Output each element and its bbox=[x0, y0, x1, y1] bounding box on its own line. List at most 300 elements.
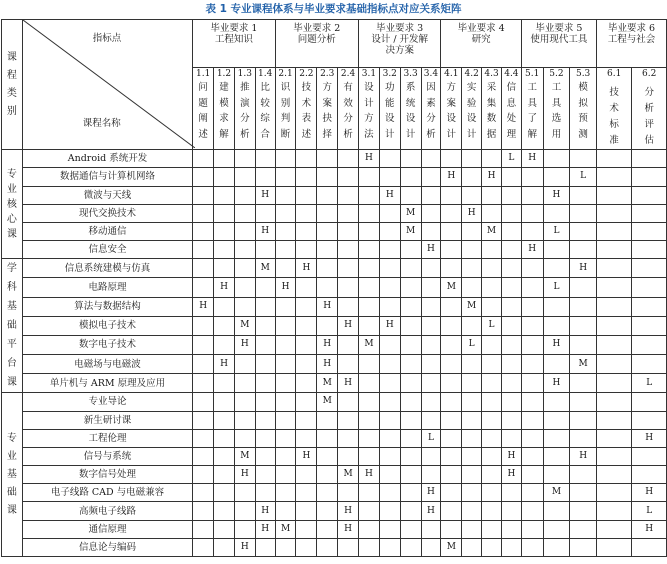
sub-indicator bbox=[193, 68, 214, 150]
mark-cell: H bbox=[632, 429, 667, 447]
mark-cell: H bbox=[570, 447, 597, 465]
mark-cell bbox=[632, 411, 667, 429]
mark-cell bbox=[570, 502, 597, 520]
mark-cell bbox=[317, 520, 338, 538]
sub-indicator-num: 4.4 bbox=[504, 69, 519, 79]
mark-cell bbox=[596, 447, 631, 465]
mark-cell bbox=[234, 502, 255, 520]
mark-cell bbox=[543, 150, 570, 168]
mark-cell bbox=[275, 150, 296, 168]
mark-cell bbox=[421, 520, 441, 538]
sub-indicator-num: 3.2 bbox=[382, 69, 397, 79]
sub-indicator-text: 工具了解 bbox=[527, 82, 537, 140]
mark-cell bbox=[482, 484, 502, 502]
mark-cell bbox=[421, 222, 441, 240]
mark-cell: H bbox=[275, 278, 296, 297]
mark-cell bbox=[596, 204, 631, 222]
mark-cell bbox=[400, 150, 421, 168]
mark-cell bbox=[359, 222, 380, 240]
course-name: 算法与数据结构 bbox=[22, 297, 192, 316]
mark-cell bbox=[521, 355, 543, 374]
mark-cell: M bbox=[543, 484, 570, 502]
mark-cell bbox=[421, 278, 441, 297]
mark-cell bbox=[543, 393, 570, 411]
mark-cell bbox=[214, 297, 235, 316]
mark-cell bbox=[359, 520, 380, 538]
mark-cell bbox=[379, 204, 400, 222]
mark-cell bbox=[193, 168, 214, 186]
mark-cell: H bbox=[234, 538, 255, 556]
mark-cell bbox=[441, 411, 462, 429]
mark-cell bbox=[234, 520, 255, 538]
mark-cell bbox=[421, 168, 441, 186]
table-row bbox=[2, 150, 667, 168]
mark-cell: H bbox=[462, 204, 482, 222]
mark-cell bbox=[543, 538, 570, 556]
mark-cell bbox=[234, 355, 255, 374]
mark-cell bbox=[482, 355, 502, 374]
table-row bbox=[2, 168, 667, 186]
mark-cell bbox=[214, 150, 235, 168]
mark-cell bbox=[441, 447, 462, 465]
requirement-name: 毕业要求 4 bbox=[457, 23, 505, 34]
table-title: 表 1 专业课程体系与毕业要求基础指标点对应关系矩阵 bbox=[205, 3, 462, 15]
mark-cell bbox=[441, 259, 462, 278]
sub-indicator-num: 6.2 bbox=[642, 69, 657, 79]
mark-cell bbox=[193, 150, 214, 168]
mark-cell bbox=[462, 168, 482, 186]
mark-cell bbox=[275, 502, 296, 520]
table-row bbox=[2, 502, 667, 520]
mark-cell: H bbox=[296, 259, 317, 278]
mark-cell bbox=[379, 259, 400, 278]
sub-indicator-num: 1.1 bbox=[195, 69, 211, 79]
mark-cell bbox=[421, 447, 441, 465]
mark-cell bbox=[441, 297, 462, 316]
mark-cell: H bbox=[570, 259, 597, 278]
mark-cell bbox=[482, 186, 502, 204]
sub-indicator bbox=[234, 68, 255, 150]
mark-cell bbox=[275, 447, 296, 465]
mark-cell bbox=[379, 502, 400, 520]
mark-cell bbox=[275, 466, 296, 484]
mark-cell: H bbox=[193, 297, 214, 316]
mark-cell: H bbox=[338, 520, 359, 538]
requirement-header bbox=[193, 20, 275, 68]
mark-cell bbox=[359, 204, 380, 222]
mark-cell bbox=[338, 150, 359, 168]
sub-indicator bbox=[421, 68, 441, 150]
mark-cell bbox=[379, 393, 400, 411]
mark-cell bbox=[255, 316, 275, 335]
mark-cell bbox=[570, 186, 597, 204]
mark-cell bbox=[193, 355, 214, 374]
sub-indicator bbox=[596, 68, 631, 150]
mark-cell bbox=[596, 259, 631, 278]
mark-cell: M bbox=[359, 335, 380, 354]
mark-cell bbox=[482, 150, 502, 168]
table-row bbox=[2, 241, 667, 259]
mark-cell: L bbox=[632, 502, 667, 520]
mark-cell: L bbox=[543, 278, 570, 297]
mark-cell: H bbox=[214, 278, 235, 297]
mark-cell bbox=[317, 259, 338, 278]
mark-cell bbox=[255, 466, 275, 484]
mark-cell bbox=[400, 297, 421, 316]
course-name: 信号与系统 bbox=[22, 447, 192, 465]
table-row bbox=[2, 222, 667, 240]
mark-cell bbox=[317, 278, 338, 297]
mark-cell bbox=[543, 520, 570, 538]
mark-cell bbox=[338, 204, 359, 222]
sub-indicator-text: 问题阐述 bbox=[198, 82, 208, 140]
requirement-desc: 工程与社会 bbox=[607, 34, 656, 45]
mark-cell bbox=[462, 150, 482, 168]
mark-cell bbox=[596, 411, 631, 429]
mark-cell bbox=[275, 259, 296, 278]
mark-cell bbox=[462, 316, 482, 335]
mark-cell bbox=[193, 502, 214, 520]
sub-indicator-text: 采集数据 bbox=[486, 82, 497, 140]
mark-cell bbox=[234, 241, 255, 259]
table-row bbox=[2, 355, 667, 374]
table-row bbox=[2, 259, 667, 278]
mark-cell bbox=[379, 484, 400, 502]
mark-cell bbox=[596, 484, 631, 502]
mark-cell bbox=[570, 411, 597, 429]
matrix-table bbox=[1, 19, 667, 557]
mark-cell bbox=[234, 259, 255, 278]
mark-cell bbox=[570, 374, 597, 393]
sub-indicator bbox=[379, 68, 400, 150]
mark-cell bbox=[441, 355, 462, 374]
mark-cell bbox=[521, 411, 543, 429]
mark-cell bbox=[379, 520, 400, 538]
course-name: 专业导论 bbox=[22, 393, 192, 411]
mark-cell bbox=[400, 520, 421, 538]
requirement-desc: 工程知识 bbox=[214, 34, 253, 45]
mark-cell bbox=[338, 222, 359, 240]
mark-cell bbox=[193, 204, 214, 222]
mark-cell bbox=[338, 241, 359, 259]
requirement-header bbox=[596, 20, 666, 68]
course-name: 电路原理 bbox=[22, 278, 192, 297]
sub-indicator-num: 5.2 bbox=[549, 69, 564, 79]
mark-cell bbox=[482, 411, 502, 429]
mark-cell bbox=[501, 241, 521, 259]
sub-indicator-num: 1.2 bbox=[216, 69, 232, 79]
requirement-name: 毕业要求 2 bbox=[293, 23, 341, 34]
sub-indicator-num: 4.2 bbox=[464, 69, 479, 79]
mark-cell bbox=[543, 466, 570, 484]
mark-cell: H bbox=[421, 502, 441, 520]
mark-cell bbox=[275, 484, 296, 502]
mark-cell bbox=[400, 502, 421, 520]
mark-cell: H bbox=[214, 355, 235, 374]
mark-cell bbox=[338, 259, 359, 278]
mark-cell: M bbox=[317, 393, 338, 411]
mark-cell bbox=[255, 411, 275, 429]
mark-cell bbox=[596, 297, 631, 316]
mark-cell bbox=[296, 204, 317, 222]
mark-cell bbox=[596, 168, 631, 186]
mark-cell bbox=[632, 355, 667, 374]
mark-cell bbox=[632, 316, 667, 335]
course-name: 电磁场与电磁波 bbox=[22, 355, 192, 374]
mark-cell bbox=[338, 278, 359, 297]
sub-indicator bbox=[338, 68, 359, 150]
mark-cell bbox=[441, 316, 462, 335]
mark-cell bbox=[379, 168, 400, 186]
course-name: 电子线路 CAD 与电磁兼容 bbox=[22, 484, 192, 502]
mark-cell bbox=[234, 278, 255, 297]
sub-indicator-num: 1.4 bbox=[258, 69, 273, 79]
sub-indicator bbox=[632, 68, 667, 150]
mark-cell bbox=[317, 168, 338, 186]
mark-cell bbox=[400, 538, 421, 556]
table-row bbox=[2, 429, 667, 447]
mark-cell bbox=[359, 411, 380, 429]
mark-cell bbox=[441, 393, 462, 411]
mark-cell bbox=[421, 374, 441, 393]
requirement-header bbox=[441, 20, 521, 68]
mark-cell bbox=[255, 374, 275, 393]
mark-cell bbox=[359, 241, 380, 259]
mark-cell bbox=[521, 259, 543, 278]
mark-cell bbox=[421, 150, 441, 168]
mark-cell bbox=[338, 355, 359, 374]
mark-cell bbox=[234, 393, 255, 411]
mark-cell bbox=[521, 447, 543, 465]
mark-cell bbox=[482, 429, 502, 447]
mark-cell bbox=[521, 429, 543, 447]
mark-cell bbox=[214, 538, 235, 556]
mark-cell bbox=[379, 538, 400, 556]
mark-cell bbox=[317, 204, 338, 222]
sub-indicator bbox=[501, 68, 521, 150]
mark-cell bbox=[543, 168, 570, 186]
category-cell bbox=[2, 393, 23, 557]
mark-cell bbox=[317, 316, 338, 335]
mark-cell bbox=[462, 502, 482, 520]
mark-cell bbox=[359, 374, 380, 393]
mark-cell bbox=[214, 186, 235, 204]
mark-cell: L bbox=[501, 150, 521, 168]
mark-cell bbox=[275, 429, 296, 447]
requirement-name: 毕业要求 3 bbox=[376, 23, 424, 34]
mark-cell bbox=[193, 429, 214, 447]
course-name: 信息系统建模与仿真 bbox=[22, 259, 192, 278]
table-row bbox=[2, 297, 667, 316]
mark-cell bbox=[296, 393, 317, 411]
mark-cell: H bbox=[234, 466, 255, 484]
mark-cell bbox=[543, 316, 570, 335]
mark-cell bbox=[421, 538, 441, 556]
requirement-desc: 设计 / 开发解决方案 bbox=[371, 34, 429, 56]
mark-cell: H bbox=[338, 502, 359, 520]
mark-cell bbox=[521, 168, 543, 186]
mark-cell bbox=[255, 297, 275, 316]
mark-cell: H bbox=[421, 241, 441, 259]
mark-cell bbox=[234, 411, 255, 429]
mark-cell bbox=[214, 222, 235, 240]
mark-cell bbox=[543, 259, 570, 278]
mark-cell bbox=[632, 447, 667, 465]
mark-cell bbox=[441, 186, 462, 204]
mark-cell bbox=[400, 393, 421, 411]
mark-cell bbox=[400, 411, 421, 429]
mark-cell bbox=[482, 204, 502, 222]
mark-cell bbox=[296, 297, 317, 316]
mark-cell bbox=[441, 150, 462, 168]
sub-indicator-text: 比较综合 bbox=[260, 82, 270, 140]
diagonal-header-cell bbox=[22, 20, 192, 150]
mark-cell: H bbox=[421, 484, 441, 502]
mark-cell bbox=[421, 335, 441, 354]
mark-cell: M bbox=[441, 278, 462, 297]
mark-cell bbox=[359, 429, 380, 447]
mark-cell: H bbox=[317, 297, 338, 316]
sub-indicator-num: 5.1 bbox=[525, 69, 540, 79]
mark-cell bbox=[501, 186, 521, 204]
mark-cell bbox=[521, 484, 543, 502]
course-name: 数字电子技术 bbox=[22, 335, 192, 354]
sub-indicator bbox=[317, 68, 338, 150]
mark-cell bbox=[543, 502, 570, 520]
mark-cell bbox=[338, 447, 359, 465]
mark-cell bbox=[214, 259, 235, 278]
mark-cell bbox=[379, 466, 400, 484]
mark-cell bbox=[400, 186, 421, 204]
mark-cell bbox=[596, 241, 631, 259]
table-row bbox=[2, 278, 667, 297]
mark-cell bbox=[441, 204, 462, 222]
mark-cell bbox=[570, 278, 597, 297]
sub-indicator-text: 识别判断 bbox=[280, 82, 291, 140]
mark-cell bbox=[462, 466, 482, 484]
sub-indicator bbox=[482, 68, 502, 150]
sub-indicator-num: 6.1 bbox=[607, 69, 622, 79]
mark-cell bbox=[521, 204, 543, 222]
mark-cell bbox=[632, 278, 667, 297]
mark-cell bbox=[296, 355, 317, 374]
mark-cell bbox=[462, 484, 482, 502]
table-row bbox=[2, 335, 667, 354]
mark-cell: H bbox=[379, 186, 400, 204]
mark-cell: M bbox=[317, 374, 338, 393]
mark-cell bbox=[596, 316, 631, 335]
sub-indicator-num: 2.4 bbox=[340, 69, 356, 79]
course-name: 数字信号处理 bbox=[22, 466, 192, 484]
mark-cell bbox=[214, 411, 235, 429]
mark-cell bbox=[359, 393, 380, 411]
sub-indicator-num: 2.1 bbox=[278, 69, 293, 79]
mark-cell: H bbox=[632, 484, 667, 502]
mark-cell bbox=[275, 222, 296, 240]
mark-cell bbox=[275, 538, 296, 556]
mark-cell bbox=[317, 411, 338, 429]
mark-cell: M bbox=[441, 538, 462, 556]
category-header bbox=[2, 20, 23, 150]
mark-cell bbox=[521, 393, 543, 411]
mark-cell: M bbox=[234, 316, 255, 335]
mark-cell bbox=[462, 241, 482, 259]
mark-cell bbox=[214, 393, 235, 411]
requirement-desc: 问题分析 bbox=[297, 34, 336, 45]
mark-cell bbox=[400, 316, 421, 335]
sub-indicator-text: 分析评估 bbox=[644, 87, 654, 147]
mark-cell bbox=[482, 466, 502, 484]
mark-cell bbox=[482, 393, 502, 411]
mark-cell bbox=[596, 355, 631, 374]
mark-cell bbox=[501, 429, 521, 447]
mark-cell bbox=[193, 241, 214, 259]
mark-cell: H bbox=[632, 520, 667, 538]
mark-cell bbox=[234, 484, 255, 502]
mark-cell bbox=[596, 393, 631, 411]
mark-cell: H bbox=[482, 168, 502, 186]
sub-indicator-text: 因素分析 bbox=[426, 82, 436, 140]
sub-indicator bbox=[570, 68, 597, 150]
mark-cell bbox=[234, 168, 255, 186]
table-row bbox=[2, 316, 667, 335]
mark-cell bbox=[570, 466, 597, 484]
table-row bbox=[2, 447, 667, 465]
mark-cell bbox=[400, 355, 421, 374]
mark-cell bbox=[338, 484, 359, 502]
mark-cell: L bbox=[421, 429, 441, 447]
mark-cell bbox=[501, 168, 521, 186]
sub-indicator-text: 实验设计 bbox=[466, 82, 477, 140]
mark-cell bbox=[570, 222, 597, 240]
sub-indicator-num: 5.3 bbox=[575, 69, 591, 79]
mark-cell bbox=[570, 150, 597, 168]
mark-cell bbox=[255, 150, 275, 168]
sub-indicator-num: 2.2 bbox=[299, 69, 314, 79]
course-name: 单片机与 ARM 原理及应用 bbox=[22, 374, 192, 393]
mark-cell bbox=[275, 168, 296, 186]
mark-cell bbox=[441, 222, 462, 240]
mark-cell bbox=[379, 447, 400, 465]
mark-cell bbox=[570, 393, 597, 411]
mark-cell bbox=[462, 278, 482, 297]
mark-cell bbox=[482, 520, 502, 538]
mark-cell bbox=[317, 538, 338, 556]
mark-cell: H bbox=[317, 335, 338, 354]
mark-cell bbox=[255, 335, 275, 354]
mark-cell bbox=[596, 502, 631, 520]
mark-cell bbox=[379, 297, 400, 316]
mark-cell bbox=[632, 241, 667, 259]
mark-cell bbox=[462, 222, 482, 240]
mark-cell bbox=[214, 484, 235, 502]
mark-cell bbox=[338, 429, 359, 447]
mark-cell bbox=[379, 429, 400, 447]
sub-indicator-text: 设计方法 bbox=[364, 82, 374, 140]
mark-cell bbox=[296, 316, 317, 335]
sub-indicator-text: 方案设计 bbox=[446, 82, 457, 140]
mark-cell bbox=[482, 502, 502, 520]
mark-cell: M bbox=[400, 222, 421, 240]
mark-cell: L bbox=[482, 316, 502, 335]
mark-cell bbox=[379, 150, 400, 168]
mark-cell bbox=[379, 222, 400, 240]
mark-cell bbox=[482, 259, 502, 278]
mark-cell: H bbox=[338, 374, 359, 393]
course-name: 现代交换技术 bbox=[22, 204, 192, 222]
mark-cell: H bbox=[501, 466, 521, 484]
mark-cell bbox=[570, 241, 597, 259]
